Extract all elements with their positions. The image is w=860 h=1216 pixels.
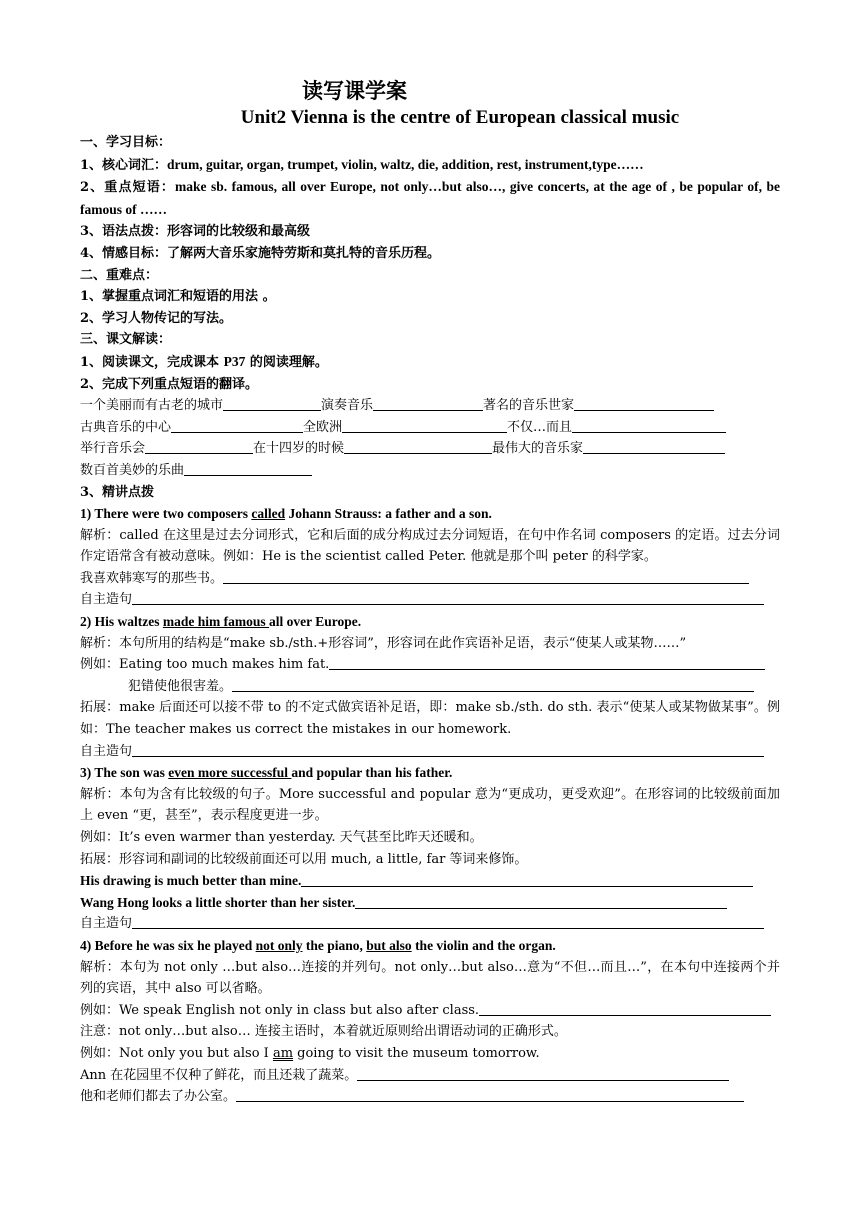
answer-blank[interactable]: [572, 418, 726, 433]
answer-blank[interactable]: [223, 569, 749, 584]
answer-blank[interactable]: [171, 418, 303, 433]
unit-title: Unit2 Vienna is the centre of European classical music: [240, 107, 680, 128]
point-1-self-sentence: 自主造句: [80, 589, 780, 611]
answer-blank[interactable]: [329, 655, 765, 670]
answer-blank[interactable]: [132, 742, 764, 757]
section-reading: 三、课文解读：: [80, 332, 172, 348]
phrase-row-1: 一个美丽而有古老的城市 演奏音乐 著名的音乐世家: [80, 395, 780, 417]
goal-4: 4、情感目标：了解两大音乐家施特劳斯和莫扎特的音乐历程。: [80, 245, 441, 261]
goal-2: 2、重点短语：make sb. famous, all over Europe, not only…but also…, give concerts, at the age of , be popular of, be famous of ……: [80, 179, 781, 217]
answer-blank[interactable]: [357, 1066, 729, 1081]
answer-blank[interactable]: [479, 1001, 771, 1016]
point-2-exercise: 犯错使他很害羞。: [80, 676, 780, 698]
answer-blank[interactable]: [583, 439, 725, 454]
point-3-self-sentence: 自主造句: [80, 913, 780, 935]
reading-task-1: 1、阅读课文，完成课本 P37 的阅读理解。: [80, 353, 328, 370]
point-2-example: 例如：Eating too much makes him fat.: [80, 654, 780, 676]
point-1-exercise: 我喜欢韩寒写的那些书。: [80, 568, 780, 590]
answer-blank[interactable]: [355, 894, 727, 909]
answer-blank[interactable]: [184, 461, 312, 476]
point-3-extension: 拓展：形容词和副词的比较级前面还可以用 much, a little, far 等词来修饰。: [80, 851, 528, 867]
phrase-row-2: 古典音乐的中心 全欧洲 不仅…而且: [80, 417, 780, 439]
key-point-2: 2、学习人物传记的写法。: [80, 310, 233, 326]
page-title: 读写课学案: [302, 78, 407, 103]
answer-blank[interactable]: [344, 439, 492, 454]
point-4-exercise-2: 他和老师们都去了办公室。: [80, 1086, 780, 1108]
point-4-example: 例如：We speak English not only in class but also after class.: [80, 1000, 780, 1022]
point-4-explanation: 解析：本句为 not only …but also…连接的并列句。not only…but also…意为“不但…而且…”，在本句中连接两个并列的宾语，其中 also 可以省略。: [80, 959, 780, 997]
point-2-extension: 拓展：make 后面还可以接不带 to 的不定式做宾语补足语，即：make sb./sth. do sth. 表示“使某人或某物做某事”。例如：The teacher makes us correct the mistakes in our homework.: [80, 700, 780, 738]
answer-blank[interactable]: [132, 914, 764, 929]
point-3-explanation: 解析：本句为含有比较级的句子。More successful and popular 意为“更成功，更受欢迎”。在形容词的比较级前面加上 even “更，甚至”，表示程度更进一步。: [80, 786, 780, 824]
answer-blank[interactable]: [236, 1087, 744, 1102]
point-2-self-sentence: 自主造句: [80, 741, 780, 763]
answer-blank[interactable]: [574, 396, 714, 411]
key-point-1: 1、掌握重点词汇和短语的用法 。: [80, 289, 276, 305]
phrase-row-4: 数百首美妙的乐曲: [80, 460, 780, 482]
answer-blank[interactable]: [301, 872, 753, 887]
answer-blank[interactable]: [145, 439, 253, 454]
point-1-explanation: 解析：called 在这里是过去分词形式，它和后面的成分构成过去分词短语，在句中作名词 composers 的定语。过去分词作定语常含有被动意味。例如：He is the scientist called Peter. 他就是那个叫 peter 的科学家。: [80, 527, 780, 565]
point-4-exercise-1: Ann 在花园里不仅种了鲜花，而且还栽了蔬菜。: [80, 1065, 780, 1087]
point-3-sentence: 3) The son was even more successful and popular than his father.: [80, 765, 453, 781]
section-key-points: 二、重难点：: [80, 267, 159, 283]
answer-blank[interactable]: [232, 677, 754, 692]
answer-blank[interactable]: [223, 396, 321, 411]
point-4-example-2: 例如：Not only you but also I am going to visit the museum tomorrow.: [80, 1045, 540, 1061]
phrase-row-3: 举行音乐会 在十四岁的时候 最伟大的音乐家: [80, 438, 780, 460]
point-1-sentence: 1) There were two composers called Johann Strauss: a father and a son.: [80, 506, 492, 522]
point-3-example: 例如：It’s even warmer than yesterday. 天气甚至比昨天还暖和。: [80, 830, 483, 845]
answer-blank[interactable]: [132, 590, 764, 605]
answer-blank[interactable]: [342, 418, 507, 433]
reading-task-2: 2、完成下列重点短语的翻译。: [80, 376, 259, 392]
answer-blank[interactable]: [373, 396, 483, 411]
section-explain: 3、精讲点拨: [80, 484, 155, 500]
goal-3: 3、语法点拨：形容词的比较级和最高级: [80, 224, 311, 240]
worksheet: [80, 76, 780, 1108]
point-4-sentence: 4) Before he was six he played not only the piano, but also the violin and the organ.: [80, 937, 556, 953]
goal-1: 1、核心词汇：drum, guitar, organ, trumpet, violin, waltz, die, addition, rest, instrument,type……: [80, 156, 644, 173]
point-2-explanation: 解析：本句所用的结构是“make sb./sth.+形容词”，形容词在此作宾语补足语，表示“使某人或某物……”: [80, 635, 687, 651]
section-goals: 一、学习目标：: [80, 135, 172, 150]
point-4-note: 注意：not only…but also… 连接主语时，本着就近原则给出谓语动词的正确形式。: [80, 1024, 567, 1040]
point-2-sentence: 2) His waltzes made him famous all over Europe.: [80, 614, 362, 630]
point-3-sample-1: His drawing is much better than mine.: [80, 870, 780, 892]
point-3-sample-2: Wang Hong looks a little shorter than her sister.: [80, 892, 780, 914]
